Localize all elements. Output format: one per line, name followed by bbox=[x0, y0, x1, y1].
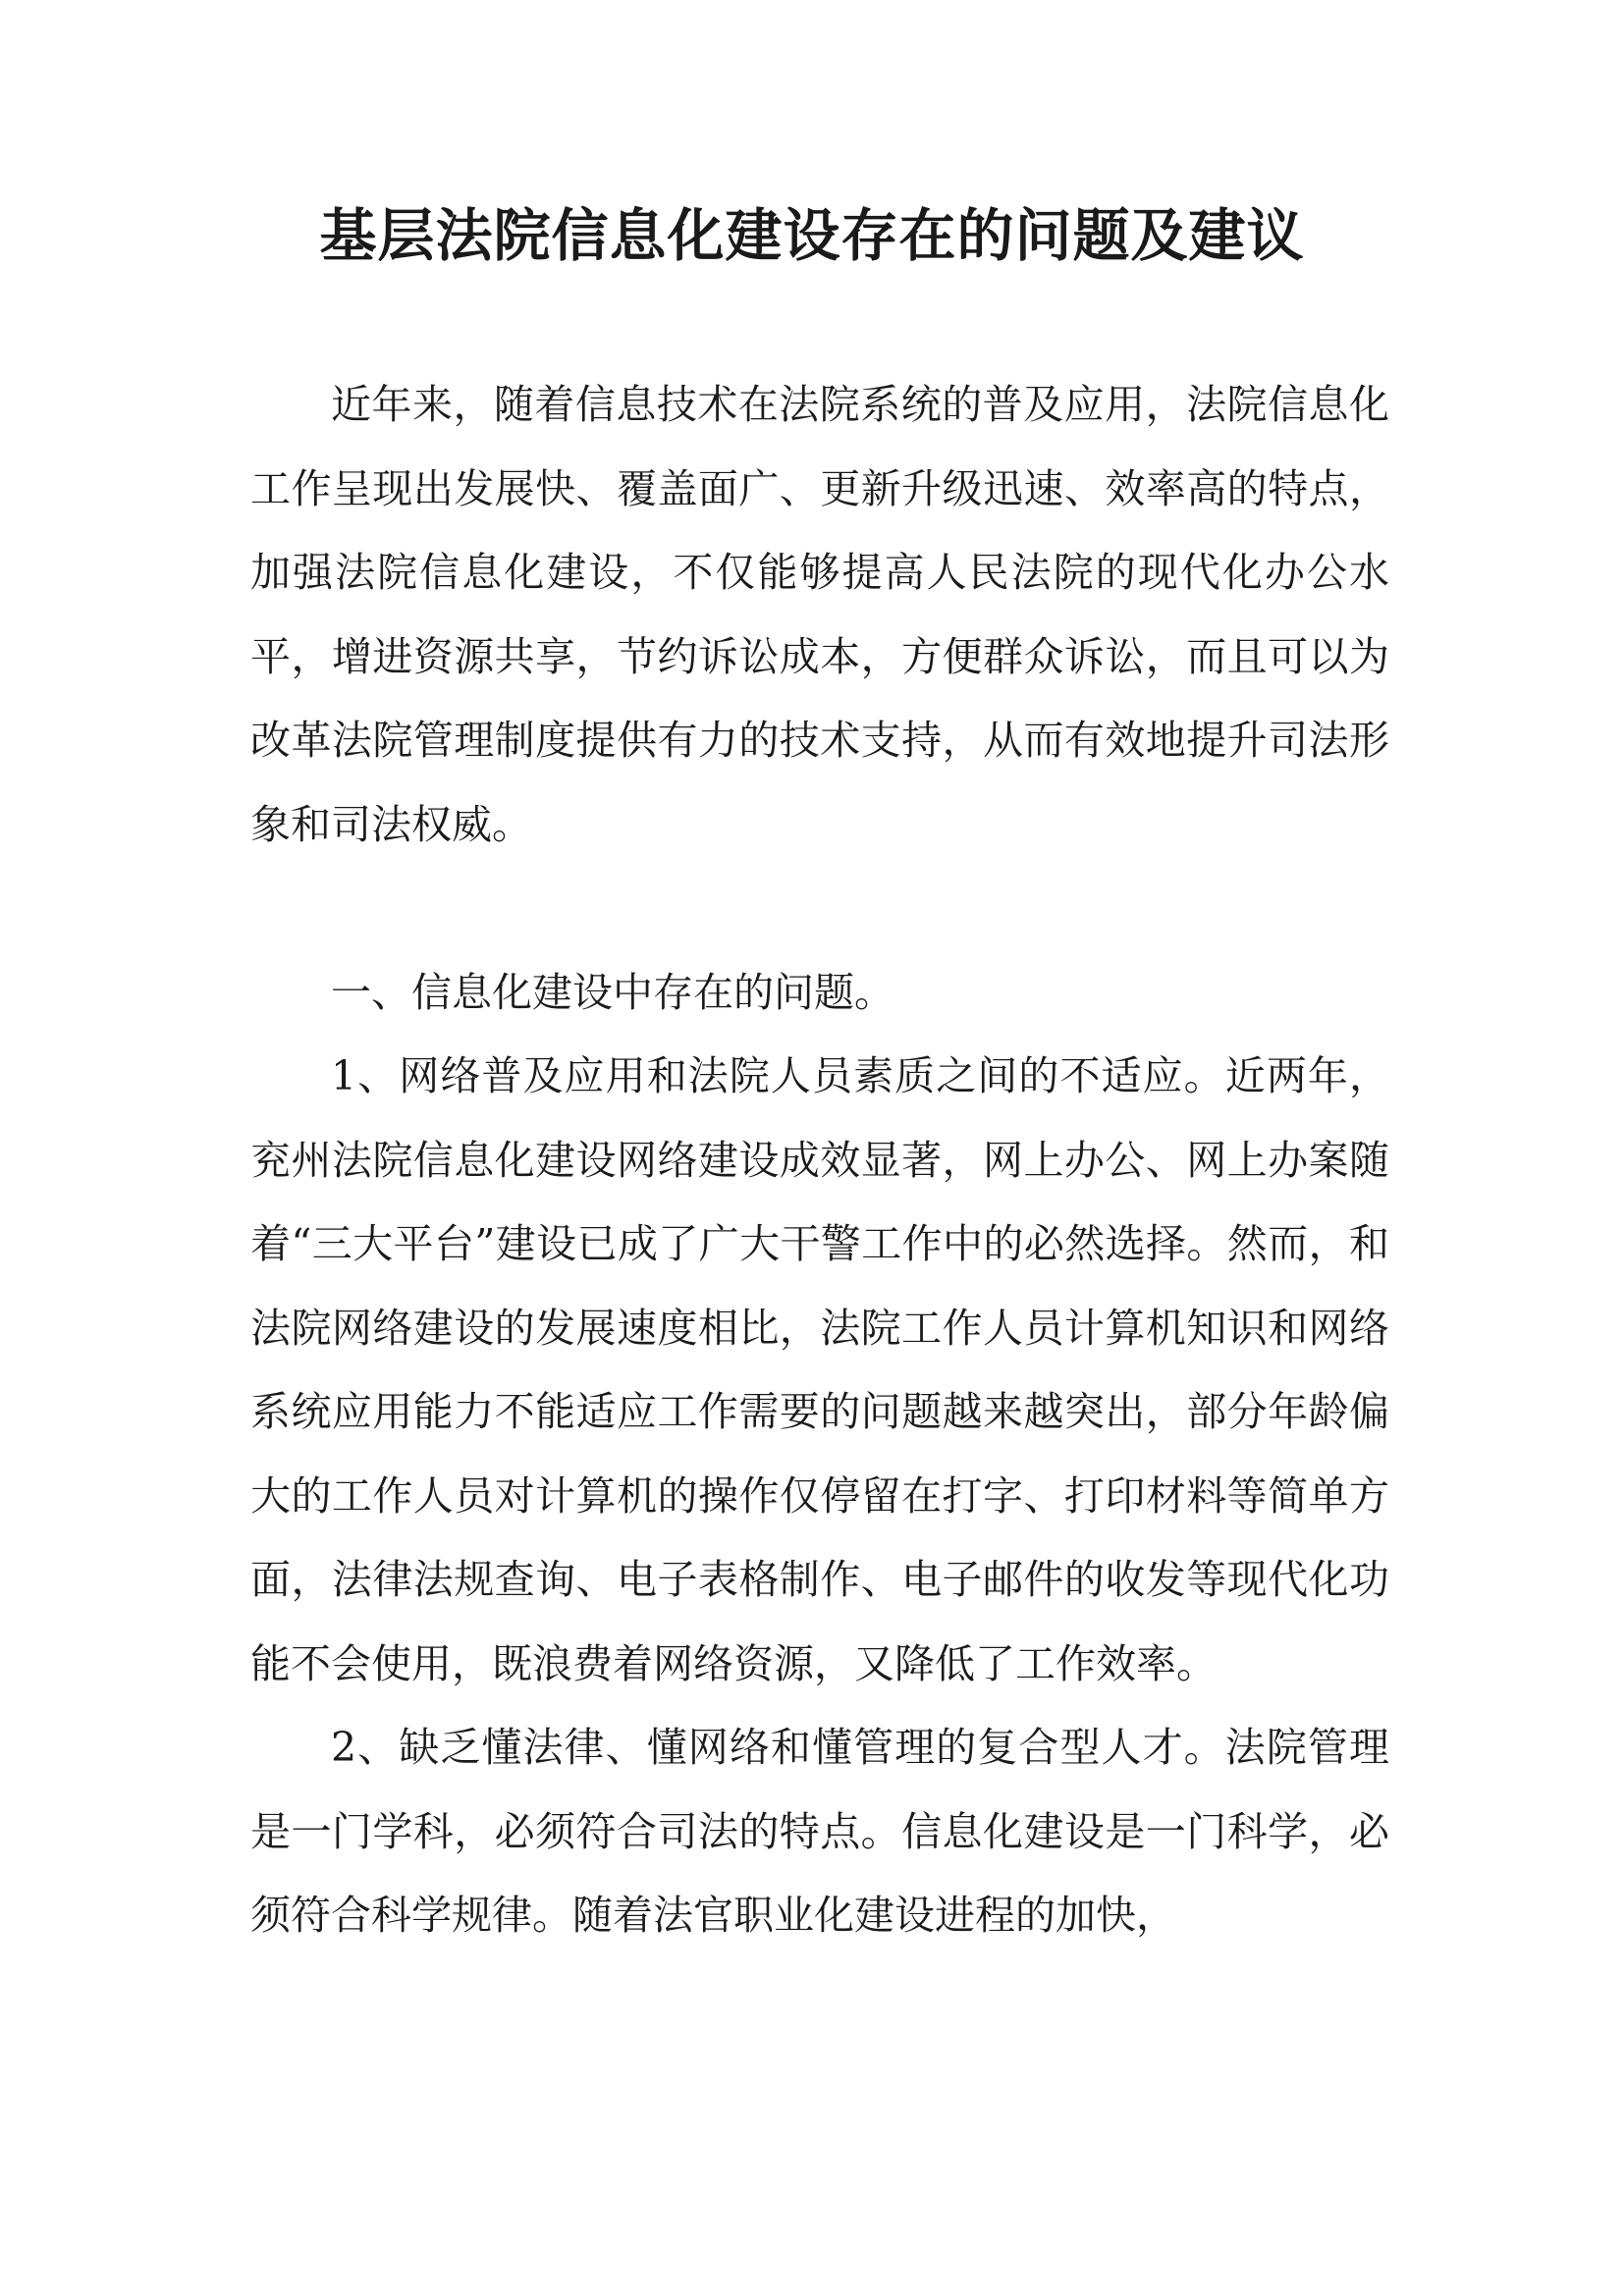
document-title: 基层法院信息化建设存在的问题及建议 bbox=[319, 202, 1305, 269]
paragraph-spacer bbox=[250, 867, 1389, 951]
problem-paragraph-1: 1、网络普及应用和法院人员素质之间的不适应。近两年，兖州法院信息化建设网络建设成效显著，网上办公、网上办案随着“三大平台”建设已成了广大干警工作中的必然选择。然而，和法院网络建设的发展速度相比，法院工作人员计算机知识和网络系统应用能力不能适应工作需要的问题越来越突出，部分年龄偏大的工作人员对计算机的操作仅停留在打字、打印材料等简单方面，法律法规查询、电子表格制作、电子邮件的收发等现代化功能不会使用，既浪费着网络资源，又降低了工作效率。 bbox=[250, 1052, 1389, 1687]
section-heading: 一、信息化建设中存在的问题。 bbox=[331, 968, 894, 1016]
problem-paragraph-2: 2、缺乏懂法律、懂网络和懂管理的复合型人才。法院管理是一门学科，必须符合司法的特点。信息化建设是一门科学，必须符合科学规律。随着法官职业化建设进程的加快， bbox=[250, 1724, 1389, 1939]
document-body bbox=[250, 363, 1389, 1958]
intro-paragraph: 近年来，随着信息技术在法院系统的普及应用，法院信息化工作呈现出发展快、覆盖面广、更新升级迅速、效率高的特点，加强法院信息化建设，不仅能够提高人民法院的现代化办公水平，增进资源共享，节约诉讼成本，方便群众诉讼，而且可以为改革法院管理制度提供有力的技术支持，从而有效地提升司法形象和司法权威。 bbox=[250, 381, 1389, 848]
